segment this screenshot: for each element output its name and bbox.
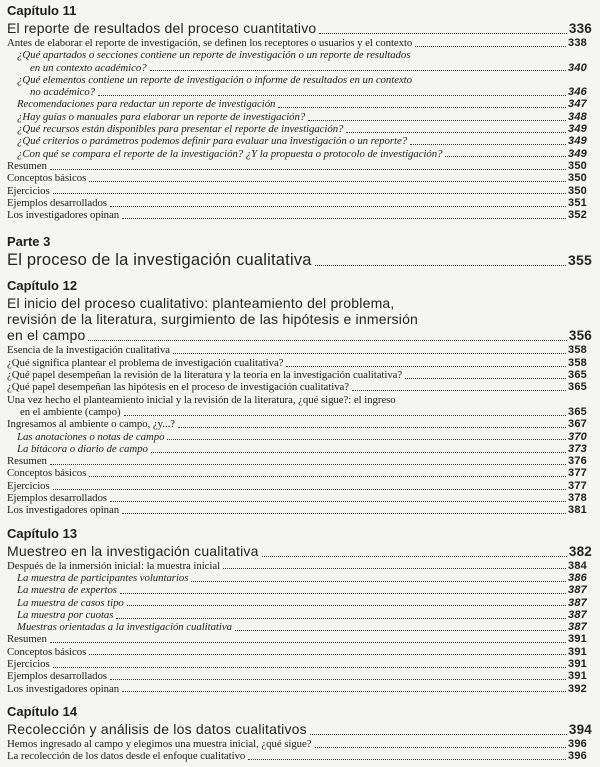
dot-leader — [50, 642, 566, 643]
toc-row — [7, 455, 592, 467]
toc-row — [17, 123, 592, 135]
toc-row — [17, 98, 592, 110]
page-number: 387 — [568, 621, 587, 634]
entry-text: Conceptos básicos — [7, 172, 87, 185]
dot-leader — [178, 427, 566, 428]
entry-text: Esencia de la investigación cualitativa — [7, 344, 170, 357]
toc-entry — [7, 185, 592, 197]
toc-row — [17, 621, 592, 633]
dot-leader — [223, 568, 566, 569]
dot-leader — [315, 747, 567, 748]
dot-leader — [151, 452, 566, 453]
dot-leader — [122, 691, 566, 692]
page-number: 358 — [568, 356, 587, 369]
entry-text: Después de la inmersión inicial: la muestra inicial — [7, 559, 221, 572]
entry-text: La muestra de casos tipo — [17, 596, 124, 609]
page-number: 391 — [568, 657, 587, 670]
page-number: 367 — [568, 418, 587, 431]
page-number: 349 — [568, 147, 587, 160]
dot-leader — [346, 132, 566, 133]
page-number: 365 — [568, 369, 587, 382]
page-number: 392 — [568, 682, 587, 695]
page-number: 381 — [568, 504, 587, 517]
entry-text: ¿Qué papel desempeñan las hipótesis en el proceso de investigación cualitativa? — [7, 381, 350, 394]
entry-text: Muestreo en la investigación cualitativa — [7, 542, 259, 559]
entry-text: Ejemplos desarrollados — [7, 492, 107, 505]
toc-entry — [7, 418, 592, 430]
toc-row — [7, 658, 592, 670]
dot-leader — [410, 144, 566, 145]
page-number: 391 — [568, 670, 587, 683]
entry-text: Resumen — [7, 159, 47, 172]
dot-leader — [98, 95, 566, 96]
part-heading: Parte 3 — [7, 234, 51, 250]
toc-entry — [7, 344, 592, 356]
page-number: 358 — [568, 344, 587, 357]
dot-leader — [415, 46, 566, 47]
entry-text: ¿Qué criterios o parámetros podemos definir para evaluar una investigación o un reporte? — [17, 135, 408, 148]
toc-row — [7, 467, 592, 479]
entry-text: ¿Con qué se compara el reporte de la investigación? ¿Y la propuesta o protocolo de investigación? — [17, 147, 443, 160]
toc-row — [7, 209, 592, 221]
page-number: 377 — [568, 479, 587, 492]
toc-entry — [7, 683, 592, 695]
chapter-title — [7, 721, 592, 738]
dot-leader — [53, 193, 566, 194]
dot-leader — [110, 679, 566, 680]
toc-row — [7, 683, 592, 695]
toc-entry — [7, 160, 592, 172]
dot-leader — [110, 206, 566, 207]
dot-leader — [150, 70, 566, 71]
page-number: 387 — [568, 596, 587, 609]
dot-leader — [89, 181, 566, 182]
page-number: 347 — [568, 98, 587, 111]
dot-leader — [310, 734, 567, 735]
entry-text: revisión de la literatura, surgimiento de las hipótesis e inmersión — [7, 311, 419, 328]
dot-leader — [50, 169, 566, 170]
entry-text: ¿Qué significa plantear el problema de investigación cualitativa? — [7, 356, 284, 369]
page-number: 348 — [568, 110, 587, 123]
toc-row — [7, 721, 592, 738]
page-number: 351 — [568, 196, 587, 209]
toc-row — [7, 480, 592, 492]
toc-entry — [7, 597, 592, 609]
dot-leader — [53, 489, 566, 490]
page-number: 370 — [568, 430, 587, 443]
page-number: 350 — [568, 184, 587, 197]
page-number: 376 — [568, 455, 587, 468]
toc-entry — [7, 123, 592, 135]
entry-text: Resumen — [7, 633, 47, 646]
toc-row — [17, 609, 592, 621]
toc-row — [7, 251, 592, 269]
dot-leader — [319, 33, 566, 34]
toc-row — [7, 37, 592, 49]
toc-entry — [7, 560, 592, 572]
page-number: 365 — [568, 405, 587, 418]
toc-entry — [7, 111, 592, 123]
entry-text: Los investigadores opinan — [7, 504, 120, 517]
entry-text: El inicio del proceso cualitativo: planteamiento del problema, — [7, 295, 395, 312]
page-number: 349 — [568, 135, 587, 148]
chapter-heading: Capítulo 13 — [7, 525, 78, 541]
dot-leader — [262, 556, 567, 557]
toc-entry — [7, 584, 592, 596]
toc-entry — [7, 492, 592, 504]
entry-text: ¿Qué papel desempeñan la revisión de la literatura y la teoría en la investigación cualitativa? — [7, 369, 403, 382]
page-number: 349 — [568, 123, 587, 136]
toc-row — [7, 543, 592, 560]
dot-leader — [235, 630, 566, 631]
entry-text: en un contexto académico? — [30, 61, 147, 74]
toc-row — [17, 431, 592, 443]
dot-leader — [116, 618, 566, 619]
dot-leader — [124, 415, 567, 416]
entry-text: La muestra de participantes voluntarios — [17, 571, 189, 584]
toc-row — [17, 584, 592, 596]
entry-text: La bitácora o diario de campo — [17, 442, 148, 455]
toc-entry — [7, 369, 592, 381]
part-title — [7, 251, 592, 269]
toc-entry — [7, 480, 592, 492]
toc-row — [7, 20, 592, 37]
entry-text: Antes de elaborar el reporte de investigación, se definen los receptores o usuarios y el contexto — [7, 37, 413, 49]
dot-leader — [88, 340, 566, 341]
dot-leader — [127, 605, 566, 606]
entry-text: ¿Hay guías o manuales para elaborar un reporte de investigación? — [17, 110, 306, 123]
dot-leader — [191, 581, 566, 582]
toc-row — [7, 750, 592, 762]
chapter-title — [7, 20, 592, 37]
toc-row — [17, 135, 592, 147]
chapter-heading: Capítulo 11 — [7, 3, 77, 18]
toc-row — [7, 504, 592, 516]
page-number: 387 — [568, 608, 587, 621]
entry-text: ¿Qué recursos están disponibles para presentar el reporte de investigación? — [17, 123, 344, 136]
toc-row — [7, 344, 592, 356]
toc-entry — [7, 431, 592, 443]
entry-text: Ingresamos al ambiente o campo, ¿y...? — [7, 418, 175, 431]
entry-text: Los investigadores opinan — [7, 209, 120, 222]
toc-entry — [7, 658, 592, 670]
toc-row — [7, 406, 592, 418]
chapter-title — [7, 543, 592, 560]
toc-entry — [7, 670, 592, 682]
page-number: 340 — [568, 61, 587, 74]
toc-entry — [7, 37, 592, 49]
toc-entry — [7, 381, 592, 393]
dot-leader — [89, 654, 566, 655]
toc-row — [17, 62, 592, 74]
entry-text: Ejercicios — [7, 184, 50, 197]
page-number: 346 — [568, 86, 587, 99]
toc-row — [7, 418, 592, 430]
toc-entry — [7, 394, 592, 419]
dot-leader — [248, 759, 566, 760]
toc-entry — [7, 148, 592, 160]
toc-entry — [7, 172, 592, 184]
toc-entry — [7, 467, 592, 479]
entry-text: Recomendaciones para redactar un reporte de investigación — [17, 98, 276, 111]
entry-text: Las anotaciones o notas de campo — [17, 430, 165, 443]
toc-row — [7, 327, 592, 344]
page-number: 350 — [568, 159, 587, 172]
page-number: 365 — [568, 381, 587, 394]
page-number: 391 — [568, 633, 587, 646]
toc-entry — [7, 443, 592, 455]
toc-entry — [7, 197, 592, 209]
dot-leader — [173, 353, 566, 354]
dot-leader — [120, 593, 566, 594]
toc-entry — [7, 609, 592, 621]
page-number: 378 — [568, 492, 587, 505]
toc-row — [7, 357, 592, 369]
page-number: 336 — [568, 21, 592, 36]
toc-row — [7, 646, 592, 658]
entry-text: La muestra de expertos — [17, 584, 117, 597]
toc-row — [17, 86, 592, 98]
entry-text: en el ambiente (campo) — [20, 405, 121, 418]
dot-leader — [89, 476, 566, 477]
toc-entry — [7, 49, 592, 74]
dot-leader — [50, 464, 566, 465]
dot-leader — [167, 439, 566, 440]
chapter-title — [7, 295, 592, 344]
toc-row — [7, 172, 592, 184]
toc-row — [17, 111, 592, 123]
toc-row — [17, 443, 592, 455]
dot-leader — [122, 218, 566, 219]
page-number: 377 — [568, 467, 587, 480]
toc-entry — [7, 98, 592, 110]
toc-entry — [7, 621, 592, 633]
entry-text: Ejercicios — [7, 657, 50, 670]
toc-row — [7, 633, 592, 645]
toc-entry — [7, 357, 592, 369]
entry-text: Conceptos básicos — [7, 467, 87, 480]
entry-text: Ejemplos desarrollados — [7, 670, 107, 683]
dot-leader — [445, 156, 566, 157]
page-number: 352 — [568, 209, 587, 222]
page-number: 356 — [568, 328, 592, 344]
toc-row — [7, 369, 592, 381]
entry-text: Ejemplos desarrollados — [7, 196, 107, 209]
entry-text: La muestra por cuotas — [17, 608, 114, 621]
chapter-heading: Capítulo 14 — [7, 703, 78, 719]
page-number: 391 — [568, 645, 587, 658]
entry-text: ¿Qué apartados o secciones contiene un reporte de investigación o un reporte de resultados — [17, 49, 411, 62]
chapter-heading: Capítulo 12 — [7, 278, 78, 294]
dot-leader — [286, 366, 566, 367]
entry-text: Muestras orientadas a la investigación cualitativa — [17, 621, 232, 634]
toc-row — [17, 572, 592, 584]
toc-entry — [7, 633, 592, 645]
toc-row — [7, 560, 592, 572]
page-number: 386 — [568, 571, 587, 584]
dot-leader — [53, 667, 566, 668]
entry-text: Ejercicios — [7, 479, 50, 492]
toc-entry — [7, 572, 592, 584]
entry-text: Recolección y análisis de los datos cualitativos — [7, 720, 307, 737]
toc-row — [7, 160, 592, 172]
dot-leader — [405, 378, 566, 379]
page-number: 394 — [568, 721, 592, 737]
entry-text: Resumen — [7, 455, 47, 468]
entry-text: Una vez hecho el planteamiento inicial y la revisión de la literatura, ¿qué sigue?: el ingreso — [7, 393, 396, 406]
entry-text: El reporte de resultados del proceso cuantitativo — [7, 20, 317, 36]
dot-leader — [110, 501, 566, 502]
entry-text: en el campo — [7, 327, 86, 344]
entry-text: ¿Qué elementos contiene un reporte de investigación o informe de resultados en un contexto — [17, 73, 412, 86]
page-number: 338 — [568, 37, 587, 49]
entry-text: Hemos ingresado al campo y elegimos una muestra inicial, ¿qué sigue? — [7, 737, 312, 750]
dot-leader — [278, 107, 566, 108]
dot-leader — [308, 120, 566, 121]
toc-row — [7, 738, 592, 750]
page-number: 396 — [568, 750, 587, 763]
toc-row — [7, 670, 592, 682]
toc-row — [7, 492, 592, 504]
page-number: 384 — [568, 559, 587, 572]
page-number: 373 — [568, 442, 587, 455]
entry-text: La recolección de los datos desde el enfoque cualitativo — [7, 750, 246, 763]
toc-entry — [7, 750, 592, 762]
toc-row — [17, 597, 592, 609]
toc-entry — [7, 504, 592, 516]
toc-row — [7, 185, 592, 197]
page-number: 387 — [568, 584, 587, 597]
toc-entry — [7, 738, 592, 750]
page-number: 396 — [568, 737, 587, 750]
page-number: 382 — [568, 543, 592, 559]
entry-text: El proceso de la investigación cualitativa — [7, 251, 312, 270]
toc-entry — [7, 455, 592, 467]
entry-text: Conceptos básicos — [7, 645, 87, 658]
toc-entry — [7, 135, 592, 147]
toc-entry — [7, 646, 592, 658]
toc-row — [17, 148, 592, 160]
entry-text: no académico? — [30, 86, 96, 99]
toc-entry — [7, 74, 592, 99]
dot-leader — [122, 513, 566, 514]
page-number: 350 — [568, 172, 587, 185]
page-number: 355 — [568, 252, 592, 269]
toc-row — [7, 381, 592, 393]
entry-text: Los investigadores opinan — [7, 682, 120, 695]
dot-leader — [315, 265, 566, 266]
toc-row — [7, 197, 592, 209]
dot-leader — [352, 390, 566, 391]
toc-entry — [7, 209, 592, 221]
